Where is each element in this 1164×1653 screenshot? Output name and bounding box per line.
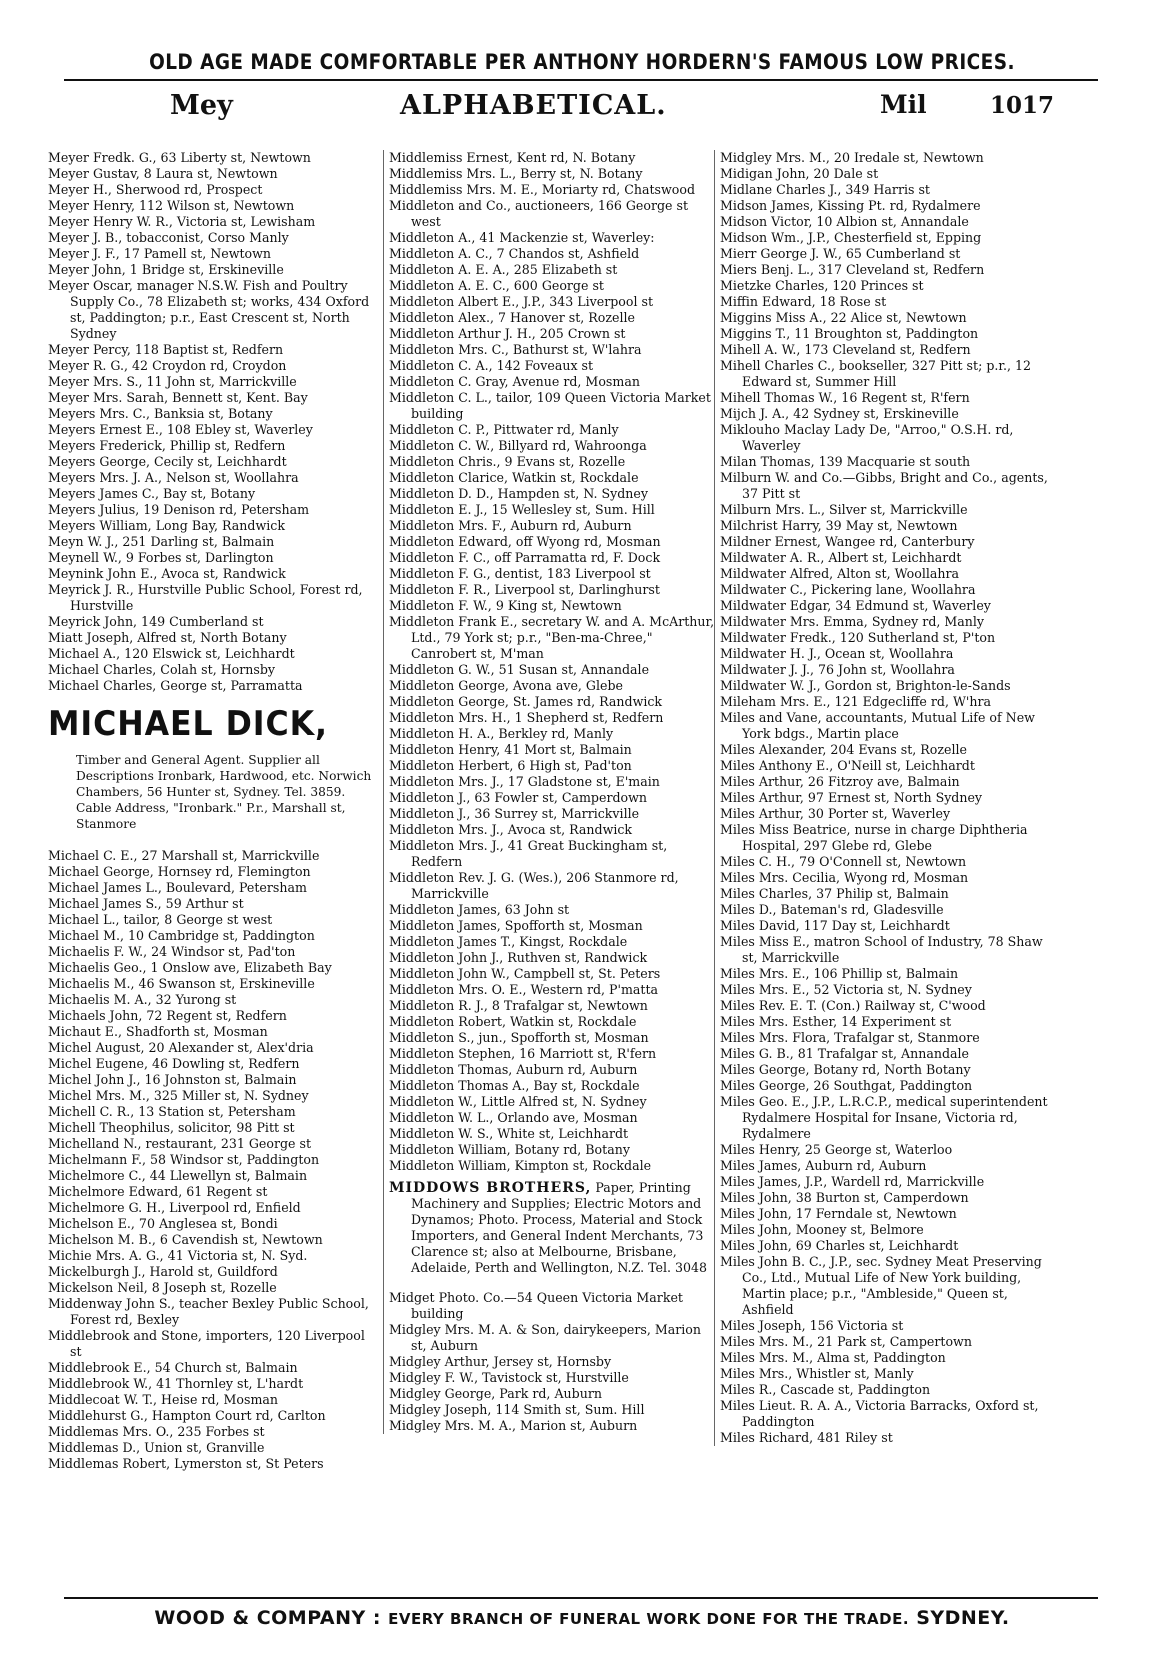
- directory-entry: Michelmore C., 44 Llewellyn st, Balmain: [48, 1168, 308, 1183]
- directory-entry: Michael Charles, George st, Parramatta: [48, 678, 303, 693]
- directory-entry: Meyer Fredk. G., 63 Liberty st, Newtown: [48, 150, 311, 165]
- directory-entry: Miklouho Maclay Lady De, "Arroo," O.S.H. rd, Waverley: [720, 422, 1014, 453]
- directory-entry: Middleton Albert E., J.P., 343 Liverpool st: [389, 294, 654, 309]
- directory-entry: Mildwater W. J., Gordon st, Brighton-le-Sands: [720, 678, 1011, 693]
- advertisement-body: Paper, Printing Machinery and Supplies; Electric Motors and Dynamos; Photo. Process, Material and Stock Importers, and General Indent Merchants, 73 Clarence st; also at Melbourne, Brisbane, Adelaide, Perth and Wellington, N.Z. Tel. 3048: [411, 1180, 708, 1275]
- directory-entry: Middleton Mrs. H., 1 Shepherd st, Redfern: [389, 710, 664, 725]
- directory-entry: Midson Victor, 10 Albion st, Annandale: [720, 214, 969, 229]
- directory-entry: Miles and Vane, accountants, Mutual Life of New York bdgs., Martin place: [720, 710, 1035, 741]
- directory-entry: Middleton R. J., 8 Trafalgar st, Newtown: [389, 998, 648, 1013]
- directory-entry: Middleton W. L., Orlando ave, Mosman: [389, 1110, 638, 1125]
- directory-entry: Mildwater J. J., 76 John st, Woollahra: [720, 662, 955, 677]
- directory-entry: Middlebrook E., 54 Church st, Balmain: [48, 1360, 298, 1375]
- directory-entry: Miles James, Auburn rd, Auburn: [720, 1158, 927, 1173]
- directory-entry: Michaelis M. A., 32 Yurong st: [48, 992, 237, 1007]
- directory-entry: Milchrist Harry, 39 May st, Newtown: [720, 518, 958, 533]
- directory-entry: Middleton D. D., Hampden st, N. Sydney: [389, 486, 648, 501]
- directory-entry: Michaelis F. W., 24 Windsor st, Pad'ton: [48, 944, 296, 959]
- banner-message: EVERY BRANCH OF FUNERAL WORK DONE FOR THE TRADE.: [388, 1610, 910, 1628]
- directory-entry: Middleton Mrs. J., Avoca st, Randwick: [389, 822, 633, 837]
- directory-entry: Mihell Thomas W., 16 Regent st, R'fern: [720, 390, 970, 405]
- directory-entry: Michael James L., Boulevard, Petersham: [48, 880, 307, 895]
- directory-entry: Middleton Stephen, 16 Marriott st, R'fern: [389, 1046, 657, 1061]
- directory-entry: Middleton A., 41 Mackenzie st, Waverley:: [389, 230, 655, 245]
- directory-entry: Miles Mrs. M., Alma st, Paddington: [720, 1350, 946, 1365]
- directory-entry: Michael James S., 59 Arthur st: [48, 896, 244, 911]
- directory-entry: Middleton A. E. A., 285 Elizabeth st: [389, 262, 618, 277]
- directory-entry: Miles George, 26 Southgat, Paddington: [720, 1078, 973, 1093]
- directory-entry: Midgley Mrs. M. A., Marion st, Auburn: [389, 1418, 638, 1433]
- directory-entry: Miles Mrs. Esther, 14 Experiment st: [720, 1014, 952, 1029]
- directory-entry: Miles James, J.P., Wardell rd, Marrickville: [720, 1174, 985, 1189]
- directory-entry: Miles Alexander, 204 Evans st, Rozelle: [720, 742, 967, 757]
- directory-entry: Milburn Mrs. L., Silver st, Marrickville: [720, 502, 968, 517]
- directory-entry: Middleton Robert, Watkin st, Rockdale: [389, 1014, 637, 1029]
- directory-entry: Miles John, 69 Charles st, Leichhardt: [720, 1238, 959, 1253]
- directory-entry: Miles Charles, 37 Philip st, Balmain: [720, 886, 949, 901]
- header-start-guide: Mey: [170, 90, 233, 121]
- directory-entry: Milan Thomas, 139 Macquarie st south: [720, 454, 971, 469]
- entry-list: [720, 150, 1060, 1446]
- directory-entry: Middleton Arthur J. H., 205 Crown st: [389, 326, 626, 341]
- directory-entry: Middleton W., Little Alfred st, N. Sydney: [389, 1094, 647, 1109]
- directory-entry: Mickelburgh J., Harold st, Guildford: [48, 1264, 278, 1279]
- entry-list: [389, 150, 715, 1174]
- directory-entry: Midgley Mrs. M., 20 Iredale st, Newtown: [720, 150, 984, 165]
- directory-entry: Miles David, 117 Day st, Leichhardt: [720, 918, 950, 933]
- directory-entry: Middleton E. J., 15 Wellesley st, Sum. Hill: [389, 502, 655, 517]
- directory-entry: Miles Arthur, 26 Fitzroy ave, Balmain: [720, 774, 960, 789]
- directory-entry: Meyer John, 1 Bridge st, Erskineville: [48, 262, 284, 277]
- directory-entry: Middleton C. L., tailor, 109 Queen Victoria Market building: [389, 390, 711, 421]
- directory-entry: Middlecoat W. T., Heise rd, Mosman: [48, 1392, 279, 1407]
- directory-entry: Midgley Mrs. M. A. & Son, dairykeepers, Marion st, Auburn: [389, 1322, 701, 1353]
- directory-entry: Meyer H., Sherwood rd, Prospect: [48, 182, 263, 197]
- directory-entry: Michael M., 10 Cambridge st, Paddington: [48, 928, 315, 943]
- top-advertisement-banner: OLD AGE MADE COMFORTABLE PER ANTHONY HORDERN'S FAMOUS LOW PRICES.: [149, 50, 1015, 74]
- directory-entry: Mickelson Neil, 8 Joseph st, Rozelle: [48, 1280, 277, 1295]
- directory-entry: Middleton John J., Ruthven st, Randwick: [389, 950, 648, 965]
- directory-entry: Miles John B. C., J.P., sec. Sydney Meat Preserving Co., Ltd., Mutual Life of New York building, Martin place; p.r., "Ambleside," Queen st, Ashfield: [720, 1254, 1042, 1317]
- directory-entry: Middlemas Mrs. O., 235 Forbes st: [48, 1424, 265, 1439]
- directory-entry: Middleton Rev. J. G. (Wes.), 206 Stanmore rd, Marrickville: [389, 870, 679, 901]
- directory-entry: Middlemiss Mrs. M. E., Moriarty rd, Chatswood: [389, 182, 696, 197]
- directory-entry: Middenway John S., teacher Bexley Public School, Forest rd, Bexley: [48, 1296, 369, 1327]
- directory-entry: Middleton S., jun., Spofforth st, Mosman: [389, 1030, 649, 1045]
- header-title: ALPHABETICAL.: [400, 90, 667, 121]
- directory-entry: Miers Benj. L., 317 Cleveland st, Redfern: [720, 262, 985, 277]
- directory-entry: Meyer J. F., 17 Pamell st, Newtown: [48, 246, 272, 261]
- directory-entry: Meyer Mrs. S., 11 John st, Marrickville: [48, 374, 297, 389]
- directory-entry: Meyer Gustav, 8 Laura st, Newtown: [48, 166, 278, 181]
- directory-entry: Middleton William, Kimpton st, Rockdale: [389, 1158, 652, 1173]
- directory-entry: Mildwater C., Pickering lane, Woollahra: [720, 582, 976, 597]
- directory-entry: Michaut E., Shadforth st, Mosman: [48, 1024, 268, 1039]
- directory-entry: Midgley Joseph, 114 Smith st, Sum. Hill: [389, 1402, 645, 1417]
- directory-entry: Michael L., tailor, 8 George st west: [48, 912, 273, 927]
- directory-entry: Michaelis Geo., 1 Onslow ave, Elizabeth Bay: [48, 960, 332, 975]
- directory-entry: Middleton Alex., 7 Hanover st, Rozelle: [389, 310, 635, 325]
- directory-entry: Middleton F. W., 9 King st, Newtown: [389, 598, 622, 613]
- directory-entry: Miles John, Mooney st, Belmore: [720, 1222, 924, 1237]
- directory-entry: Miles Miss Beatrice, nurse in charge Diphtheria Hospital, 297 Glebe rd, Glebe: [720, 822, 1028, 853]
- directory-entry: Miles Richard, 481 Riley st: [720, 1430, 893, 1445]
- directory-entry: Miggins Miss A., 22 Alice st, Newtown: [720, 310, 967, 325]
- directory-entry: Michelson E., 70 Anglesea st, Bondi: [48, 1216, 278, 1231]
- directory-entry: Meyers Mrs. C., Banksia st, Botany: [48, 406, 273, 421]
- directory-entry: Meynell W., 9 Forbes st, Darlington: [48, 550, 274, 565]
- directory-entry: Michael C. E., 27 Marshall st, Marrickville: [48, 848, 320, 863]
- directory-entry: Miles Miss E., matron School of Industry, 78 Shaw st, Marrickville: [720, 934, 1043, 965]
- page-header: [160, 90, 1080, 126]
- directory-entry: Mierr George J. W., 65 Cumberland st: [720, 246, 961, 261]
- directory-entry: Meyers Frederick, Phillip st, Redfern: [48, 438, 286, 453]
- directory-entry: Middlebrook and Stone, importers, 120 Liverpool st: [48, 1328, 365, 1359]
- directory-entry: Middleton James T., Kingst, Rockdale: [389, 934, 628, 949]
- directory-entry: Middleton Henry, 41 Mort st, Balmain: [389, 742, 632, 757]
- directory-entry: Miles Arthur, 97 Ernest st, North Sydney: [720, 790, 983, 805]
- directory-entry: Miles Lieut. R. A. A., Victoria Barracks, Oxford st, Paddington: [720, 1398, 1039, 1429]
- directory-entry: Middleton James, Spofforth st, Mosman: [389, 918, 643, 933]
- directory-entry: Miles Geo. E., J.P., L.R.C.P., medical superintendent Rydalmere Hospital for Insane, Victoria rd, Rydalmere: [720, 1094, 1048, 1141]
- advertisement-firm-name: MIDDOWS BROTHERS,: [389, 1180, 592, 1196]
- directory-entry: Miles Anthony E., O'Neill st, Leichhardt: [720, 758, 975, 773]
- middows-brothers-advertisement: [389, 1180, 715, 1276]
- directory-entry: Meyers George, Cecily st, Leichhardt: [48, 454, 287, 469]
- directory-entry: Middleton Mrs. O. E., Western rd, P'matta: [389, 982, 659, 997]
- directory-entry: Meyers William, Long Bay, Randwick: [48, 518, 285, 533]
- directory-entry: Miles Mrs. Flora, Trafalgar st, Stanmore: [720, 1030, 980, 1045]
- directory-entry: Meyer Henry W. R., Victoria st, Lewisham: [48, 214, 316, 229]
- directory-entry: Meyers Mrs. J. A., Nelson st, Woollahra: [48, 470, 299, 485]
- directory-entry: Meyers Ernest E., 108 Ebley st, Waverley: [48, 422, 313, 437]
- directory-entry: Mijch J. A., 42 Sydney st, Erskineville: [720, 406, 959, 421]
- directory-entry: Miles John, 38 Burton st, Camperdown: [720, 1190, 969, 1205]
- michael-dick-advertisement-body: Timber and General Agent. Supplier all Descriptions Ironbark, Hardwood, etc. Norwich Chambers, 56 Hunter st, Sydney. Tel. 3859. Cable Address, "Ironbark." P.r., Marshall st, Stanmore: [76, 753, 372, 831]
- directory-entry: Miffin Edward, 18 Rose st: [720, 294, 887, 309]
- directory-entry: Miles Mrs. E., 106 Phillip st, Balmain: [720, 966, 959, 981]
- directory-entry: Middleton William, Botany rd, Botany: [389, 1142, 630, 1157]
- directory-entry: Michel August, 20 Alexander st, Alex'dria: [48, 1040, 314, 1055]
- directory-entry: Meyrick J. R., Hurstville Public School, Forest rd, Hurstville: [48, 582, 363, 613]
- directory-entry: Mileham Mrs. E., 121 Edgecliffe rd, W'hra: [720, 694, 992, 709]
- directory-entry: Middleton Thomas A., Bay st, Rockdale: [389, 1078, 640, 1093]
- directory-entry: Meyer R. G., 42 Croydon rd, Croydon: [48, 358, 287, 373]
- directory-entry: Mietzke Charles, 120 Princes st: [720, 278, 924, 293]
- directory-entry: Middleton F. R., Liverpool st, Darlinghurst: [389, 582, 660, 597]
- directory-entry: Middlemas D., Union st, Granville: [48, 1440, 265, 1455]
- directory-entry: Michie Mrs. A. G., 41 Victoria st, N. Syd.: [48, 1248, 308, 1263]
- directory-entry: Meyrick John, 149 Cumberland st: [48, 614, 264, 629]
- directory-column-1: [48, 150, 378, 1472]
- directory-entry: Middleton C. W., Billyard rd, Wahroonga: [389, 438, 647, 453]
- directory-entry: Midgley Arthur, Jersey st, Hornsby: [389, 1354, 612, 1369]
- directory-entry: Middleton C. A., 142 Foveaux st: [389, 358, 594, 373]
- directory-entry: Mihell A. W., 173 Cleveland st, Redfern: [720, 342, 971, 357]
- directory-entry: Miles Arthur, 30 Porter st, Waverley: [720, 806, 951, 821]
- directory-entry: Meyers Julius, 19 Denison rd, Petersham: [48, 502, 310, 517]
- banner-city: SYDNEY.: [916, 1607, 1010, 1629]
- directory-entry: Middleton Mrs. J., 41 Great Buckingham st, Redfern: [389, 838, 668, 869]
- directory-entry: Middlemas Robert, Lymerston st, St Peters: [48, 1456, 324, 1471]
- directory-entry: Middleton A. E. C., 600 George st: [389, 278, 604, 293]
- directory-entry: Middleton G. W., 51 Susan st, Annandale: [389, 662, 650, 677]
- banner-firm-name: WOOD & COMPANY :: [154, 1607, 381, 1629]
- directory-entry: Middleton H. A., Berkley rd, Manly: [389, 726, 614, 741]
- directory-entry: Meyer J. B., tobacconist, Corso Manly: [48, 230, 289, 245]
- directory-entry: Middlemiss Ernest, Kent rd, N. Botany: [389, 150, 636, 165]
- directory-entry: Michaels John, 72 Regent st, Redfern: [48, 1008, 287, 1023]
- directory-entry: Michel Mrs. M., 325 Miller st, N. Sydney: [48, 1088, 309, 1103]
- top-rule: [64, 79, 1098, 81]
- directory-entry: Miles R., Cascade st, Paddington: [720, 1382, 931, 1397]
- directory-entry: Michelmann F., 58 Windsor st, Paddington: [48, 1152, 320, 1167]
- directory-entry: Middleton Mrs. C., Bathurst st, W'lahra: [389, 342, 642, 357]
- directory-entry: Midgley F. W., Tavistock st, Hurstville: [389, 1370, 629, 1385]
- directory-column-3: [714, 150, 1060, 1446]
- directory-entry: Miles G. B., 81 Trafalgar st, Annandale: [720, 1046, 970, 1061]
- directory-entry: Michelland N., restaurant, 231 George st: [48, 1136, 312, 1151]
- directory-entry: Middlemiss Mrs. L., Berry st, N. Botany: [389, 166, 643, 181]
- directory-entry: Middleton Mrs. J., 17 Gladstone st, E'main: [389, 774, 660, 789]
- directory-entry: Middleton Clarice, Watkin st, Rockdale: [389, 470, 639, 485]
- directory-entry: Middlehurst G., Hampton Court rd, Carlton: [48, 1408, 326, 1423]
- michael-dick-advertisement-title: MICHAEL DICK,: [48, 704, 328, 744]
- directory-entry: Mildwater Edgar, 34 Edmund st, Waverley: [720, 598, 991, 613]
- directory-entry: Miles Joseph, 156 Victoria st: [720, 1318, 904, 1333]
- directory-entry: Michael Charles, Colah st, Hornsby: [48, 662, 276, 677]
- directory-entry: Middleton W. S., White st, Leichhardt: [389, 1126, 629, 1141]
- directory-entry: Middleton Edward, off Wyong rd, Mosman: [389, 534, 661, 549]
- directory-entry: Meyer Mrs. Sarah, Bennett st, Kent. Bay: [48, 390, 308, 405]
- directory-entry: Michell Theophilus, solicitor, 98 Pitt st: [48, 1120, 295, 1135]
- directory-entry: Middleton James, 63 John st: [389, 902, 570, 917]
- directory-entry: Midlane Charles J., 349 Harris st: [720, 182, 930, 197]
- directory-entry: Middleton Herbert, 6 High st, Pad'ton: [389, 758, 632, 773]
- directory-entry: Middleton Frank E., secretary W. and A. McArthur, Ltd., 79 York st; p.r., "Ben-ma-Chree," Canrobert st, M'man: [389, 614, 715, 661]
- directory-entry: Michael A., 120 Elswick st, Leichhardt: [48, 646, 295, 661]
- directory-entry: Meyer Percy, 118 Baptist st, Redfern: [48, 342, 284, 357]
- directory-entry: Miles George, Botany rd, North Botany: [720, 1062, 971, 1077]
- directory-entry: Mihell Charles C., bookseller, 327 Pitt st; p.r., 12 Edward st, Summer Hill: [720, 358, 1032, 389]
- directory-entry: Mildner Ernest, Wangee rd, Canterbury: [720, 534, 975, 549]
- directory-entry: Middleton F. G., dentist, 183 Liverpool st: [389, 566, 651, 581]
- bottom-rule: [64, 1597, 1098, 1599]
- directory-entry: Middleton Mrs. F., Auburn rd, Auburn: [389, 518, 632, 533]
- directory-entry: Meynink John E., Avoca st, Randwick: [48, 566, 286, 581]
- entry-list: [389, 1290, 715, 1434]
- directory-entry: Miles John, 17 Ferndale st, Newtown: [720, 1206, 957, 1221]
- directory-entry: Middleton C. P., Pittwater rd, Manly: [389, 422, 619, 437]
- directory-entry: Michelson M. B., 6 Cavendish st, Newtown: [48, 1232, 323, 1247]
- bottom-advertisement-banner: [0, 1607, 1164, 1629]
- directory-entry: Mildwater H. J., Ocean st, Woollahra: [720, 646, 954, 661]
- directory-entry: Meyer Henry, 112 Wilson st, Newtown: [48, 198, 295, 213]
- directory-entry: Michell C. R., 13 Station st, Petersham: [48, 1104, 296, 1119]
- directory-entry: Michael George, Hornsey rd, Flemington: [48, 864, 311, 879]
- directory-entry: Middlebrook W., 41 Thornley st, L'hardt: [48, 1376, 304, 1391]
- directory-entry: Mildwater Mrs. Emma, Sydney rd, Manly: [720, 614, 985, 629]
- directory-entry: Middleton Chris., 9 Evans st, Rozelle: [389, 454, 626, 469]
- directory-entry: Mildwater Fredk., 120 Sutherland st, P'ton: [720, 630, 996, 645]
- directory-entry: Mildwater Alfred, Alton st, Woollahra: [720, 566, 960, 581]
- directory-entry: Midson Wm., J.P., Chesterfield st, Epping: [720, 230, 982, 245]
- directory-entry: Michelmore Edward, 61 Regent st: [48, 1184, 268, 1199]
- directory-entry: Meyer Oscar, manager N.S.W. Fish and Poultry Supply Co., 78 Elizabeth st; works, 434 Oxford st, Paddington; p.r., East Crescent st, North Sydney: [48, 278, 370, 341]
- directory-entry: Michel Eugene, 46 Dowling st, Redfern: [48, 1056, 300, 1071]
- directory-entry: Miles Mrs. Cecilia, Wyong rd, Mosman: [720, 870, 969, 885]
- directory-entry: Middleton J., 36 Surrey st, Marrickville: [389, 806, 640, 821]
- directory-entry: Middleton J., 63 Fowler st, Camperdown: [389, 790, 647, 805]
- directory-entry: Middleton and Co., auctioneers, 166 George st west: [389, 198, 689, 229]
- directory-entry: Miles D., Bateman's rd, Gladesville: [720, 902, 944, 917]
- directory-entry: Middleton George, St. James rd, Randwick: [389, 694, 663, 709]
- directory-entry: Michaelis M., 46 Swanson st, Erskineville: [48, 976, 315, 991]
- directory-entry: Miatt Joseph, Alfred st, North Botany: [48, 630, 287, 645]
- directory-entry: Middleton George, Avona ave, Glebe: [389, 678, 623, 693]
- directory-entry: Michelmore G. H., Liverpool rd, Enfield: [48, 1200, 301, 1215]
- directory-entry: Miles Mrs., Whistler st, Manly: [720, 1366, 914, 1381]
- directory-entry: Middleton C. Gray, Avenue rd, Mosman: [389, 374, 640, 389]
- directory-entry: Miles Rev. E. T. (Con.) Railway st, C'wood: [720, 998, 986, 1013]
- directory-entry: Midson James, Kissing Pt. rd, Rydalmere: [720, 198, 981, 213]
- directory-entry: Midigan John, 20 Dale st: [720, 166, 879, 181]
- directory-entry: Miles Mrs. E., 52 Victoria st, N. Sydney: [720, 982, 972, 997]
- directory-column-2: [383, 150, 715, 1434]
- directory-entry: Mildwater A. R., Albert st, Leichhardt: [720, 550, 962, 565]
- directory-entry: Middleton Thomas, Auburn rd, Auburn: [389, 1062, 638, 1077]
- directory-entry: Midgley George, Park rd, Auburn: [389, 1386, 602, 1401]
- entry-list: [48, 150, 378, 694]
- page-number: 1017: [990, 92, 1055, 119]
- directory-entry: Middleton John W., Campbell st, St. Peters: [389, 966, 661, 981]
- entry-list: [48, 848, 378, 1472]
- directory-entry: Miles Mrs. M., 21 Park st, Campertown: [720, 1334, 972, 1349]
- directory-entry: Middleton F. C., off Parramatta rd, F. Dock: [389, 550, 661, 565]
- directory-entry: Middleton A. C., 7 Chandos st, Ashfield: [389, 246, 640, 261]
- directory-entry: Miggins T., 11 Broughton st, Paddington: [720, 326, 979, 341]
- directory-entry: Miles C. H., 79 O'Connell st, Newtown: [720, 854, 967, 869]
- directory-entry: Michel John J., 16 Johnston st, Balmain: [48, 1072, 297, 1087]
- directory-entry: Milburn W. and Co.—Gibbs, Bright and Co., agents, 37 Pitt st: [720, 470, 1048, 501]
- directory-entry: Meyn W. J., 251 Darling st, Balmain: [48, 534, 275, 549]
- directory-entry: Midget Photo. Co.—54 Queen Victoria Market building: [389, 1290, 683, 1321]
- directory-entry: Miles Henry, 25 George st, Waterloo: [720, 1142, 953, 1157]
- header-end-guide: Mil: [880, 90, 927, 119]
- directory-entry: Meyers James C., Bay st, Botany: [48, 486, 256, 501]
